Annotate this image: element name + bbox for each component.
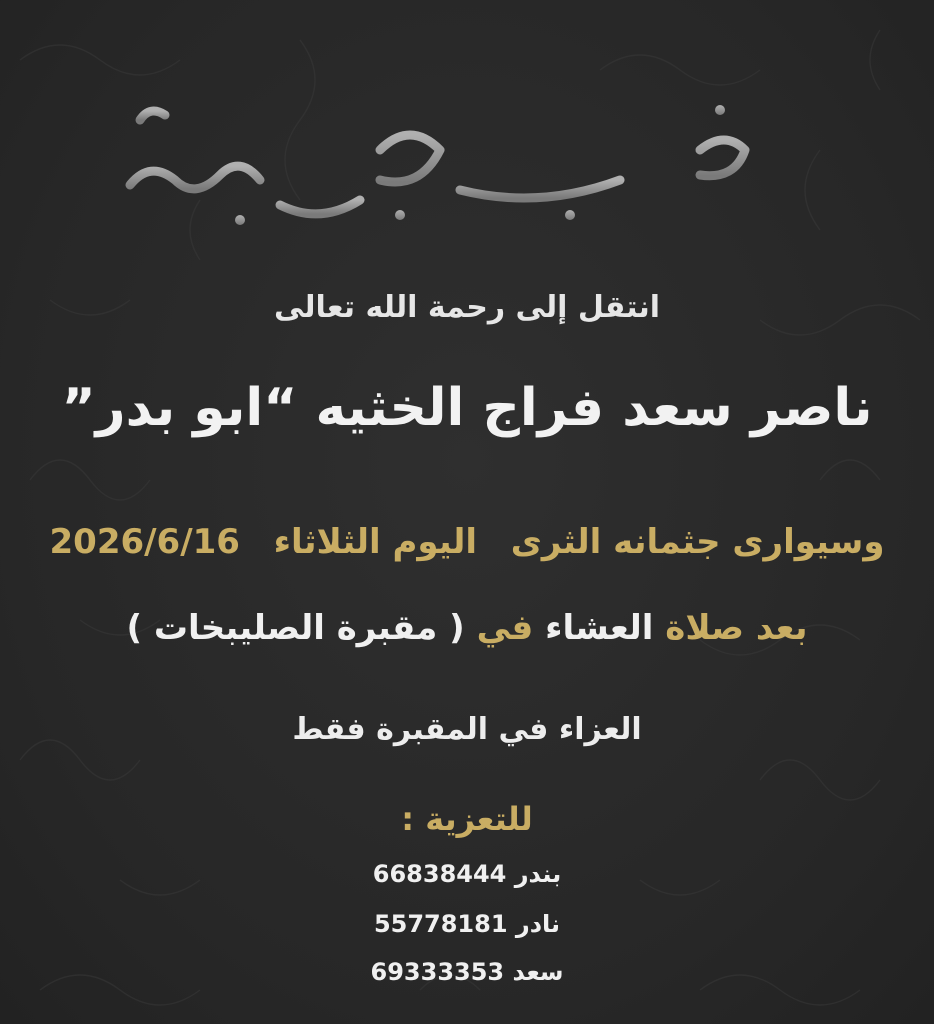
burial-info [0, 522, 934, 562]
condolence-note: العزاء في المقبرة فقط [292, 712, 642, 747]
contact-name: نادر [515, 910, 561, 938]
prayer-name: العشاء [545, 608, 654, 648]
contact-item [0, 958, 934, 986]
contact-phone: 66838444 [372, 860, 507, 888]
contact-name: بندر [514, 860, 562, 888]
burial-intro: وسيوارى جثمانه الثرى [510, 522, 885, 562]
prayer-in: في [476, 608, 534, 648]
passed-away-intro: انتقل إلى رحمة الله تعالى [273, 290, 661, 325]
contact-phone: 69333353 [370, 958, 505, 986]
prayer-after: بعد [755, 608, 808, 648]
contact-name: سعد [512, 958, 564, 986]
cemetery-name: ( مقبرة الصليبخات ) [126, 608, 465, 648]
prayer-word: صلاة [665, 608, 745, 648]
contacts-title: للتعزية : [401, 800, 533, 838]
contact-item [0, 860, 934, 888]
calligraphy-verse-image [100, 90, 840, 240]
burial-date: 2026/6/16 [49, 522, 240, 562]
contact-phone: 55778181 [373, 910, 508, 938]
deceased-name: ناصر سعد فراج الخثيه “ابو بدر” [61, 378, 873, 438]
prayer-info [0, 608, 934, 648]
burial-day: اليوم الثلاثاء [273, 522, 478, 562]
contact-item [0, 910, 934, 938]
